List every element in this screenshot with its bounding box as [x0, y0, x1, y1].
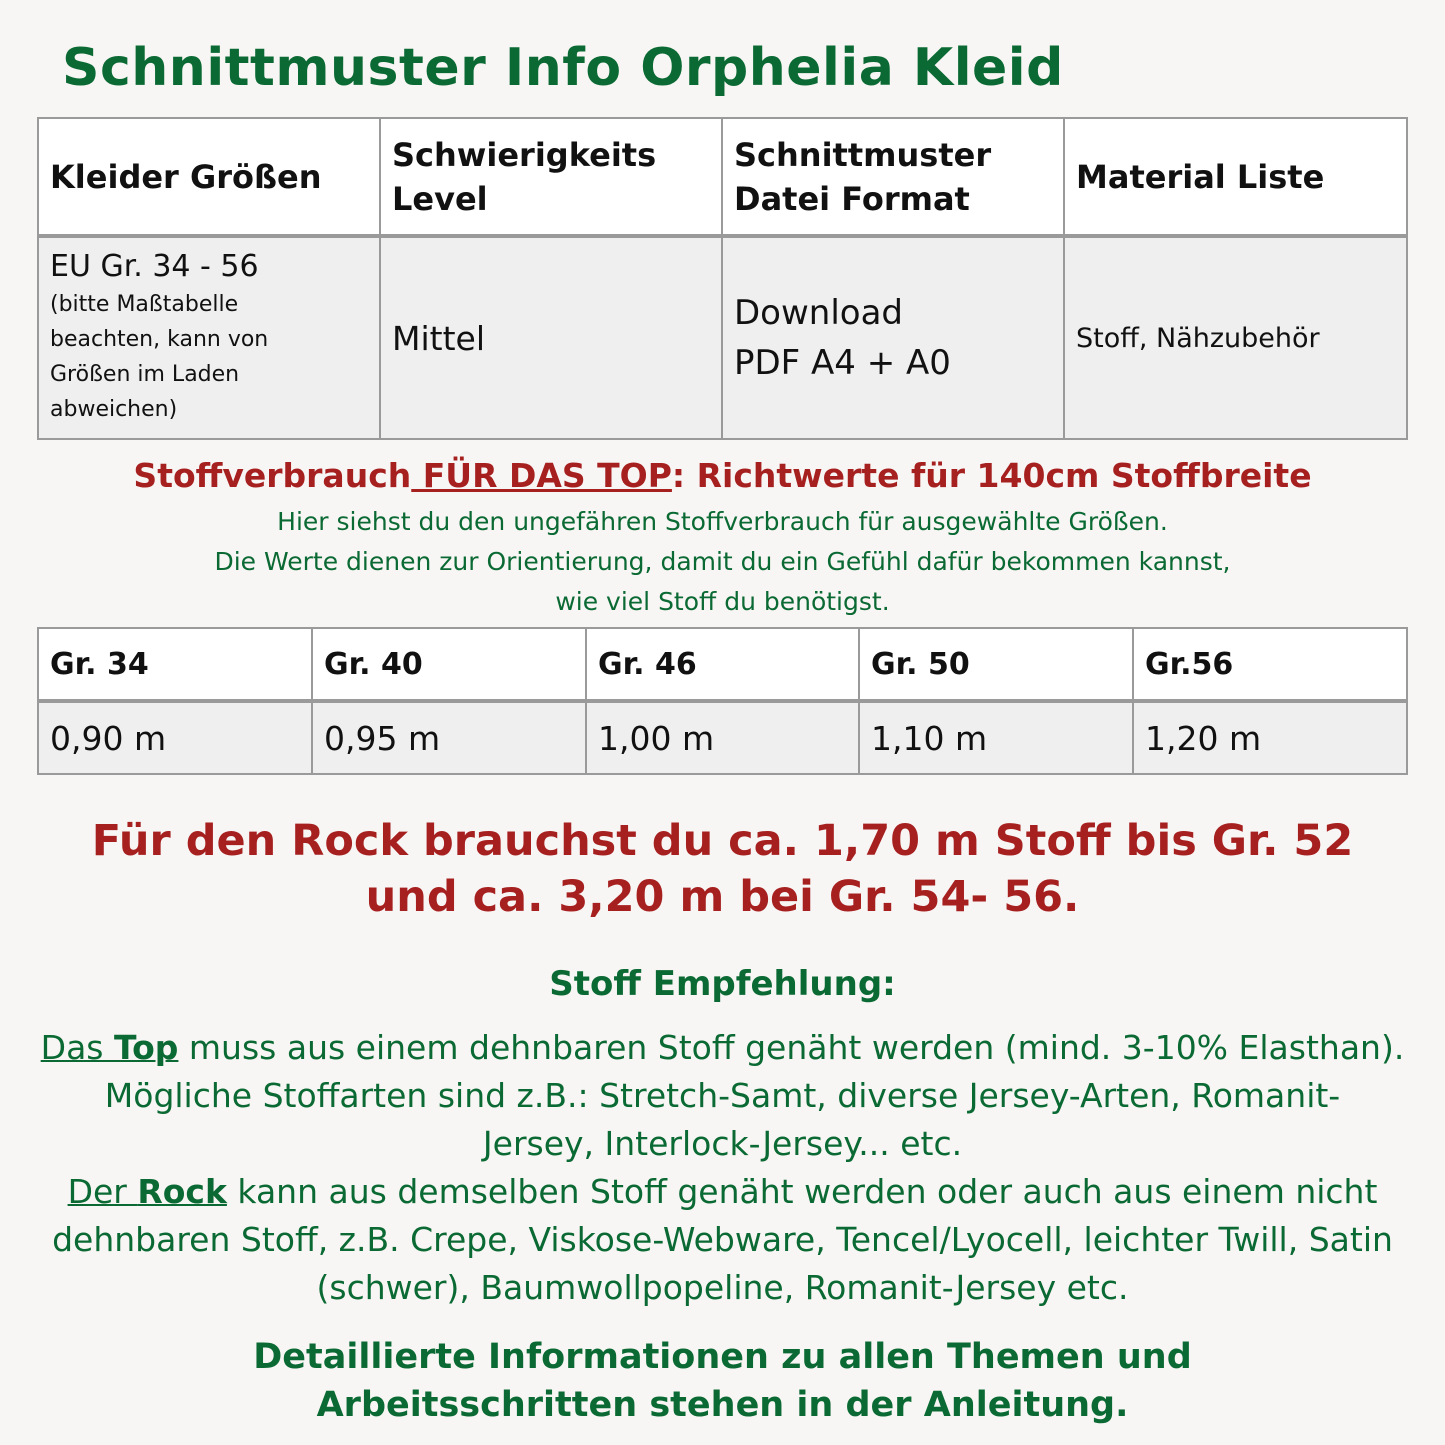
fabric-heading-part3: : Richtwerte für 140cm Stoffbreite: [671, 456, 1312, 495]
sizes-note-line: abweichen): [50, 397, 178, 422]
value-level: Mittel: [380, 236, 722, 439]
recommendation-heading: Stoff Empfehlung:: [549, 964, 896, 1004]
value-format: [722, 236, 1064, 439]
top-keyword: Top: [114, 1028, 179, 1067]
value-material: Stoff, Nähzubehör: [1064, 236, 1407, 439]
header-format-line1: Schnittmuster: [734, 135, 992, 174]
header-level-line2: Level: [392, 179, 488, 218]
skirt-line: und ca. 3,20 m bei Gr. 54- 56.: [365, 872, 1080, 922]
info-value-row: [38, 236, 1407, 439]
rock-line1-rest: kann aus demselben Stoff genäht werden oder auch aus einem nicht: [226, 1172, 1378, 1211]
usage-size: Gr.56: [1133, 628, 1407, 701]
skirt-fabric-note: [0, 813, 1445, 925]
value-sizes: [38, 236, 380, 439]
usage-header-row: [38, 628, 1407, 701]
top-line1: [0, 1024, 1445, 1072]
usage-amount: 0,90 m: [38, 701, 312, 774]
usage-amount: 1,20 m: [1133, 701, 1407, 774]
fabric-usage-table: [37, 627, 1408, 775]
skirt-line: Für den Rock brauchst du ca. 1,70 m Stoff bis Gr. 52: [91, 816, 1354, 866]
footer-line: Arbeitsschritten stehen in der Anleitung.: [316, 1385, 1129, 1425]
usage-size: Gr. 46: [586, 628, 859, 701]
top-line2: Mögliche Stoffarten sind z.B.: Stretch-Samt, diverse Jersey-Arten, Romanit-: [104, 1076, 1341, 1115]
header-level-line1: Schwierigkeits: [392, 135, 657, 174]
fabric-heading-top: FÜR DAS TOP: [411, 456, 672, 495]
sizes-note-line: (bitte Maßtabelle: [50, 292, 239, 317]
header-level: [380, 118, 722, 236]
info-table: [37, 117, 1408, 440]
fabric-note-line: Hier siehst du den ungefähren Stoffverbrauch für ausgewählte Größen.: [277, 507, 1168, 536]
header-sizes: Kleider Größen: [38, 118, 380, 236]
top-line3: Jersey, Interlock-Jersey... etc.: [482, 1124, 963, 1163]
usage-size: Gr. 40: [312, 628, 586, 701]
info-header-row: [38, 118, 1407, 236]
footer-note: [0, 1333, 1445, 1429]
rock-keyword: Rock: [137, 1172, 227, 1211]
footer-line: Detaillierte Informationen zu allen Themen und: [253, 1337, 1192, 1377]
usage-value-row: [38, 701, 1407, 774]
sizes-range: EU Gr. 34 - 56: [50, 249, 259, 284]
fabric-heading-part1: Stoffverbrauch: [133, 456, 412, 495]
format-line2: PDF A4 + A0: [734, 343, 951, 383]
header-format-line2: Datei Format: [734, 179, 970, 218]
fabric-note: [0, 502, 1445, 622]
usage-amount: 0,95 m: [312, 701, 586, 774]
rock-intro: Der Rock: [67, 1172, 227, 1211]
usage-size: Gr. 34: [38, 628, 312, 701]
recommendation-body: [0, 1024, 1445, 1312]
fabric-note-line: Die Werte dienen zur Orientierung, damit du ein Gefühl dafür bekommen kannst,: [214, 547, 1231, 576]
usage-amount: 1,10 m: [859, 701, 1133, 774]
rock-line3: (schwer), Baumwollpopeline, Romanit-Jersey etc.: [316, 1268, 1129, 1307]
sizes-note-line: Größen im Laden: [50, 362, 240, 387]
usage-amount: 1,00 m: [586, 701, 859, 774]
top-line1-rest: muss aus einem dehnbaren Stoff genäht werden (mind. 3-10% Elasthan).: [178, 1028, 1405, 1067]
sizes-note-line: beachten, kann von: [50, 327, 269, 352]
format-line1: Download: [734, 293, 904, 333]
fabric-note-line: wie viel Stoff du benötigst.: [555, 587, 890, 616]
page-title: Schnittmuster Info Orphelia Kleid: [62, 38, 1064, 98]
header-format: [722, 118, 1064, 236]
fabric-usage-heading: [0, 456, 1445, 495]
top-intro: Das Top: [40, 1028, 179, 1067]
usage-size: Gr. 50: [859, 628, 1133, 701]
rock-line2: dehnbaren Stoff, z.B. Crepe, Viskose-Webware, Tencel/Lyocell, leichter Twill, Satin: [52, 1220, 1393, 1259]
header-material: Material Liste: [1064, 118, 1407, 236]
rock-line1: [0, 1168, 1445, 1216]
